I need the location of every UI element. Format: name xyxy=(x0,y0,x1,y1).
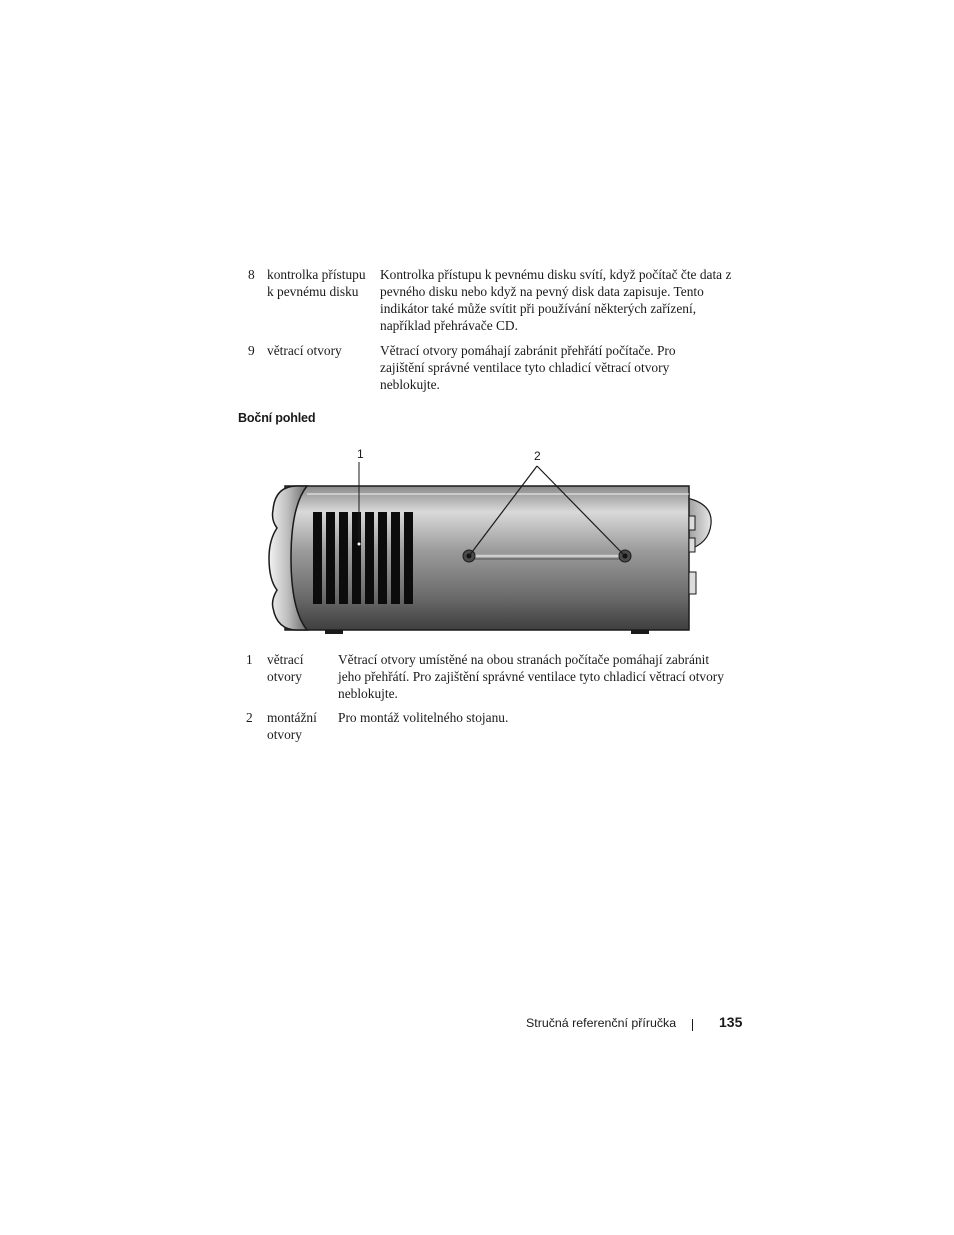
footer-divider xyxy=(692,1019,693,1031)
row-description: Větrací otvory pomáhají zabránit přehřátí počítače. Pro zajištění správné ventilace tyto chladicí větrací otvory neblokujte. xyxy=(380,343,676,392)
section-heading: Boční pohled xyxy=(238,411,316,425)
row-term: větrací otvory xyxy=(267,652,304,684)
row-number: 1 xyxy=(246,652,253,667)
row-number: 2 xyxy=(246,710,253,725)
row-term: větrací otvory xyxy=(267,343,342,358)
row-description: Větrací otvory umístěné na obou stranách počítače pomáhají zabránit jeho přehřátí. Pro zajištění správné ventilace tyto chladicí větrací otvory neblokujte. xyxy=(338,652,724,701)
row-description: Pro montáž volitelného stojanu. xyxy=(338,710,509,725)
row-description: Kontrolka přístupu k pevnému disku svítí, když počítač čte data z pevného disku nebo když na pevný disk data zapisuje. Tento indikátor také může svítit při používání některých zařízení, například přehrávače CD. xyxy=(380,267,732,333)
row-term: kontrolka přístupu k pevnému disku xyxy=(267,267,366,299)
footer-title: Stručná referenční příručka xyxy=(526,1016,677,1030)
row-number: 9 xyxy=(248,343,255,358)
page-number: 135 xyxy=(719,1014,743,1030)
row-term: montážní otvory xyxy=(267,710,317,742)
row-number: 8 xyxy=(248,267,255,282)
callout-1: 1 xyxy=(357,447,364,461)
callout-2: 2 xyxy=(534,449,541,463)
computer-side-view-illustration xyxy=(255,440,725,640)
